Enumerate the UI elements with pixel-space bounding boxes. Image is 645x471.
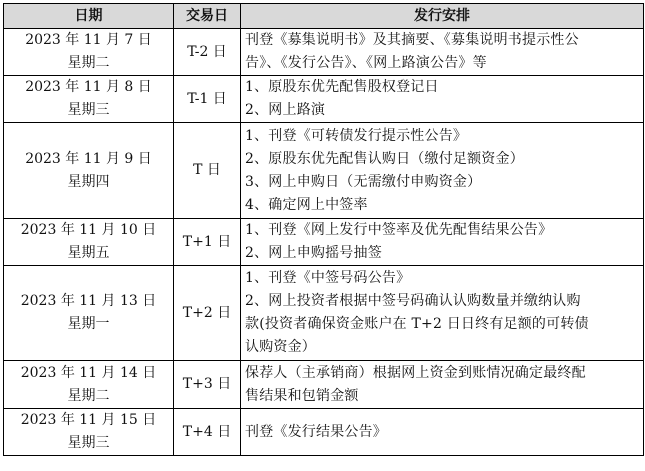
- table-row: [4, 219, 644, 266]
- arrangement-line: 1、原股东优先配售股权登记日: [245, 79, 439, 95]
- date-cell: [4, 409, 174, 456]
- schedule-table-container: [3, 3, 644, 456]
- trading-day-cell: T 日: [174, 123, 241, 219]
- arrangement-line: 2、网上投资者根据中签号码确认认购数量并缴纳认购: [245, 293, 581, 309]
- arrangement-line: 1、刊登《网上发行中签率及优先配售结果公告》: [245, 222, 553, 238]
- arrangement-cell: [241, 361, 644, 409]
- arrangement-cell: [241, 76, 644, 123]
- trading-day-cell: T+1 日: [174, 219, 241, 266]
- weekday-text: 星期二: [67, 55, 110, 71]
- header-arrangement: 发行安排: [241, 4, 644, 29]
- arrangement-line: 款(投资者确保资金账户在 T+2 日日终有足额的可转债: [245, 316, 589, 332]
- weekday-text: 星期三: [67, 435, 110, 451]
- arrangement-cell: [241, 409, 644, 456]
- weekday-text: 星期四: [67, 173, 110, 190]
- date-cell: [4, 219, 174, 266]
- date-text: 2023 年 11 月 13 日: [20, 293, 157, 309]
- header-date: 日期: [4, 4, 174, 29]
- date-text: 2023 年 11 月 9 日: [25, 150, 152, 167]
- table-row: [4, 266, 644, 361]
- weekday-text: 星期五: [67, 245, 110, 261]
- trading-day-cell: T+2 日: [174, 266, 241, 361]
- date-cell: [4, 76, 174, 123]
- arrangement-cell: [241, 266, 644, 361]
- date-text: 2023 年 11 月 15 日: [20, 412, 157, 428]
- weekday-text: 星期一: [67, 316, 110, 332]
- arrangement-line: 刊登《发行结果公告》: [245, 423, 387, 440]
- arrangement-line: 保荐人（主承销商）根据网上资金到账情况确定最终配: [245, 364, 586, 381]
- table-header-row: [4, 4, 644, 29]
- date-cell: [4, 123, 174, 219]
- trading-day-cell: T+3 日: [174, 361, 241, 409]
- arrangement-cell: [241, 219, 644, 266]
- arrangement-line: 售结果和包销金额: [245, 387, 359, 404]
- arrangement-line: 2、原股东优先配售认购日（缴付足额资金）: [245, 150, 524, 167]
- table-row: [4, 123, 644, 219]
- table-row: [4, 29, 644, 76]
- date-text: 2023 年 11 月 10 日: [20, 222, 157, 238]
- arrangement-line: 1、刊登《中签号码公告》: [245, 270, 411, 286]
- weekday-text: 星期三: [67, 102, 110, 118]
- arrangement-line: 4、确定网上中签率: [245, 196, 368, 213]
- trading-day-cell: T-2 日: [174, 29, 241, 76]
- header-trading-day: 交易日: [174, 4, 241, 29]
- arrangement-line: 3、网上申购日（无需缴付申购资金）: [245, 173, 482, 190]
- issuance-schedule-table: [3, 3, 644, 456]
- trading-day-cell: T-1 日: [174, 76, 241, 123]
- date-cell: [4, 361, 174, 409]
- table-row: [4, 409, 644, 456]
- date-text: 2023 年 11 月 14 日: [20, 364, 157, 381]
- table-row: [4, 361, 644, 409]
- date-cell: [4, 266, 174, 361]
- arrangement-line: 1、刊登《可转债发行提示性公告》: [245, 127, 468, 144]
- arrangement-cell: [241, 123, 644, 219]
- table-row: [4, 76, 644, 123]
- date-cell: [4, 29, 174, 76]
- arrangement-line: 刊登《募集说明书》及其摘要、《募集说明书提示性公: [245, 32, 579, 48]
- arrangement-line: 告》、《发行公告》、《网上路演公告》等: [245, 55, 487, 71]
- arrangement-line: 认购资金）: [245, 339, 316, 355]
- arrangement-line: 2、网上申购摇号抽签: [245, 245, 382, 261]
- weekday-text: 星期二: [67, 387, 110, 404]
- date-text: 2023 年 11 月 7 日: [25, 32, 152, 48]
- arrangement-line: 2、网上路演: [245, 102, 326, 118]
- trading-day-cell: T+4 日: [174, 409, 241, 456]
- arrangement-cell: [241, 29, 644, 76]
- date-text: 2023 年 11 月 8 日: [25, 79, 152, 95]
